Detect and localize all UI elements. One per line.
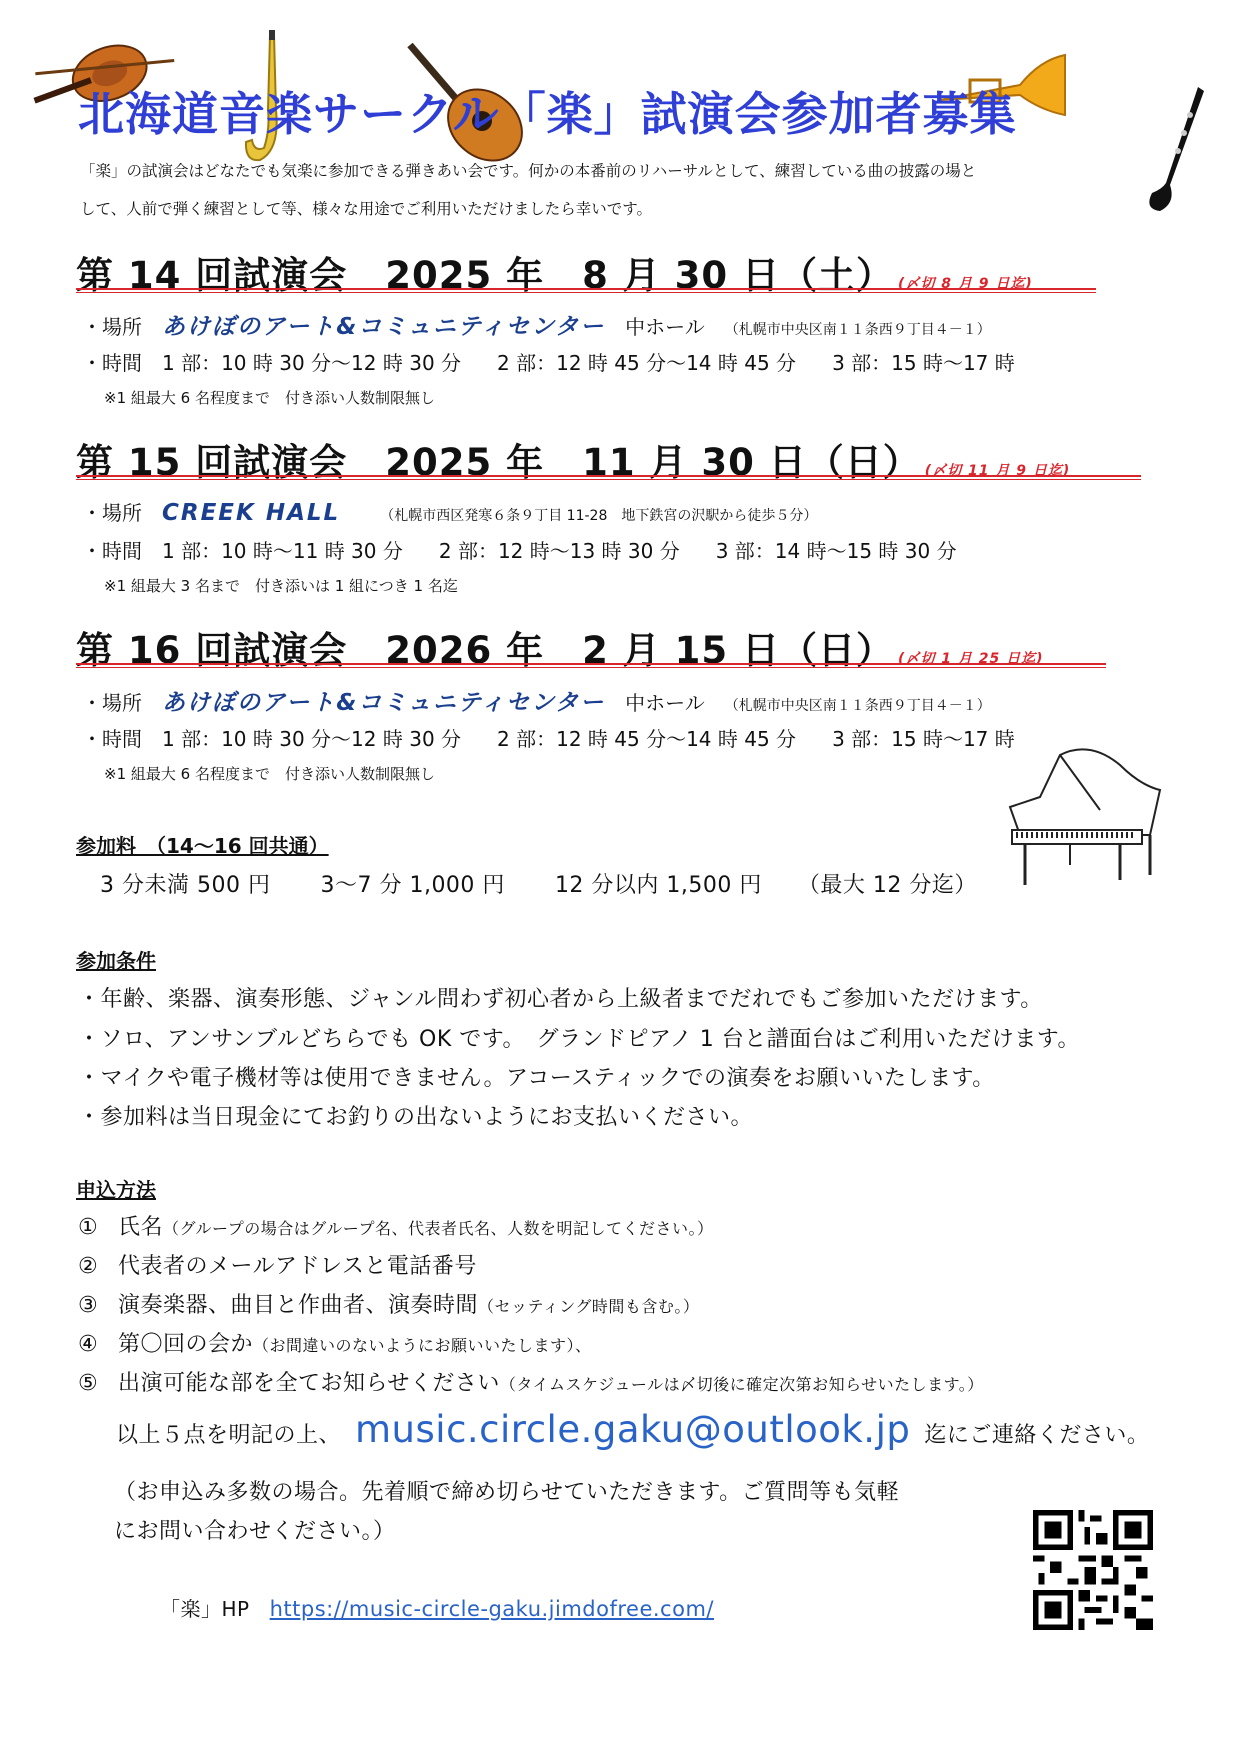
session-15-place: ・場所 CREEK HALL （札幌市西区発寒６条９丁目 11-28 地下鉄宮の沢駅から徒歩５分） xyxy=(82,500,818,526)
page-title: 北海道音楽サークル「楽」試演会参加者募集 xyxy=(78,87,1017,141)
apply-heading: 申込方法 xyxy=(76,1178,156,1202)
apply-item: ⑤ 出演可能な部を全てお知らせください（タイムスケジュールは〆切後に確定次第お知らせいたします。） xyxy=(78,1371,984,1396)
fee-heading: 参加料 （14～16 回共通） xyxy=(76,834,329,858)
session-14-time: ・時間 1 部：10 時 30 分～12 時 30 分 2 部：12 時 45 分～14 時 45 分 3 部：15 時～17 時 xyxy=(82,351,1015,375)
contact-line: 以上５点を明記の上、 music.circle.gaku@outlook.jp 迄にご連絡ください。 xyxy=(116,1408,1150,1451)
session-15-underline xyxy=(76,475,1141,480)
apply-item: ② 代表者のメールアドレスと電話番号 xyxy=(78,1254,477,1279)
session-16-time: ・時間 1 部：10 時 30 分～12 時 30 分 2 部：12 時 45 分～14 時 45 分 3 部：15 時～17 時 xyxy=(82,727,1015,751)
apply-item: ④ 第〇回の会か（お間違いのないようにお願いいたします）、 xyxy=(78,1332,592,1357)
apply-item: ① 氏名（グループの場合はグループ名、代表者氏名、人数を明記してください。） xyxy=(78,1215,714,1240)
intro-line-2: して、人前で弾く練習として等、様々な用途でご利用いただけましたら幸いです。 xyxy=(80,200,652,218)
conditions-heading: 参加条件 xyxy=(76,949,156,973)
session-16-venue: あけぼのアート&コミュニティセンター xyxy=(162,690,606,716)
homepage-link[interactable]: https://music-circle-gaku.jimdofree.com/ xyxy=(269,1597,714,1621)
condition-item: ・マイクや電子機材等は使用できません。アコースティックでの演奏をお願いいたします。 xyxy=(78,1066,995,1091)
qr-code-icon xyxy=(1033,1510,1153,1630)
email-link[interactable]: music.circle.gaku@outlook.jp xyxy=(355,1408,911,1451)
session-16-deadline: (〆切 1 月 25 日迄) xyxy=(898,651,1044,667)
session-16-note: ※1 組最大 6 名程度まで 付き添い人数制限無し xyxy=(104,765,435,783)
session-15-venue: CREEK HALL xyxy=(162,500,341,526)
condition-item: ・参加料は当日現金にてお釣りの出ないようにお支払いください。 xyxy=(78,1105,754,1130)
session-15-heading: 第 15 回試演会 2025 年 11 月 30 日（日） (〆切 11 月 9 日迄) xyxy=(76,441,1071,484)
apply-item: ③ 演奏楽器、曲目と作曲者、演奏時間（セッティング時間も含む。） xyxy=(78,1293,700,1318)
session-16-place: ・場所 あけぼのアート&コミュニティセンター 中ホール （札幌市中央区南１１条西９丁目４－１） xyxy=(82,690,991,716)
session-14-venue: あけぼのアート&コミュニティセンター xyxy=(162,314,606,340)
condition-item: ・ソロ、アンサンブルどちらでも OK です。 グランドピアノ 1 台と譜面台はご利用いただけます。 xyxy=(78,1027,1080,1052)
apply-note-line-1: （お申込み多数の場合。先着順で締め切らせていただきます。ご質問等も気軽 xyxy=(114,1480,900,1505)
session-14-underline xyxy=(76,288,1096,293)
session-15-time: ・時間 1 部：10 時～11 時 30 分 2 部：12 時～13 時 30 分 3 部：14 時～15 時 30 分 xyxy=(82,539,957,563)
session-14-heading: 第 14 回試演会 2025 年 8 月 30 日（土） (〆切 8 月 9 日迄) xyxy=(76,254,1033,297)
fee-list: 3 分未満 500 円 3～7 分 1,000 円 12 分以内 1,500 円 （最大 12 分迄） xyxy=(100,873,977,898)
session-16-underline xyxy=(76,663,1106,668)
session-15-note: ※1 組最大 3 名まで 付き添いは 1 組につき 1 名迄 xyxy=(104,577,458,595)
session-14-note: ※1 組最大 6 名程度まで 付き添い人数制限無し xyxy=(104,389,435,407)
session-14-place: ・場所 あけぼのアート&コミュニティセンター 中ホール （札幌市中央区南１１条西９丁目４－１） xyxy=(82,314,991,340)
session-14-deadline: (〆切 8 月 9 日迄) xyxy=(898,276,1033,292)
session-16-heading: 第 16 回試演会 2026 年 2 月 15 日（日） (〆切 1 月 25 日迄) xyxy=(76,629,1044,672)
condition-item: ・年齢、楽器、演奏形態、ジャンル問わず初心者から上級者までだれでもご参加いただけます。 xyxy=(78,987,1043,1012)
homepage-line: 「楽」HP https://music-circle-gaku.jimdofree.com/ xyxy=(160,1597,714,1621)
session-15-deadline: (〆切 11 月 9 日迄) xyxy=(924,463,1071,479)
intro-line-1: 「楽」の試演会はどなたでも気楽に参加できる弾きあい会です。何かの本番前のリハーサルとして、練習している曲の披露の場と xyxy=(80,162,977,180)
grand-piano-icon xyxy=(1000,735,1165,895)
apply-note-line-2: にお問い合わせください。） xyxy=(114,1519,396,1544)
